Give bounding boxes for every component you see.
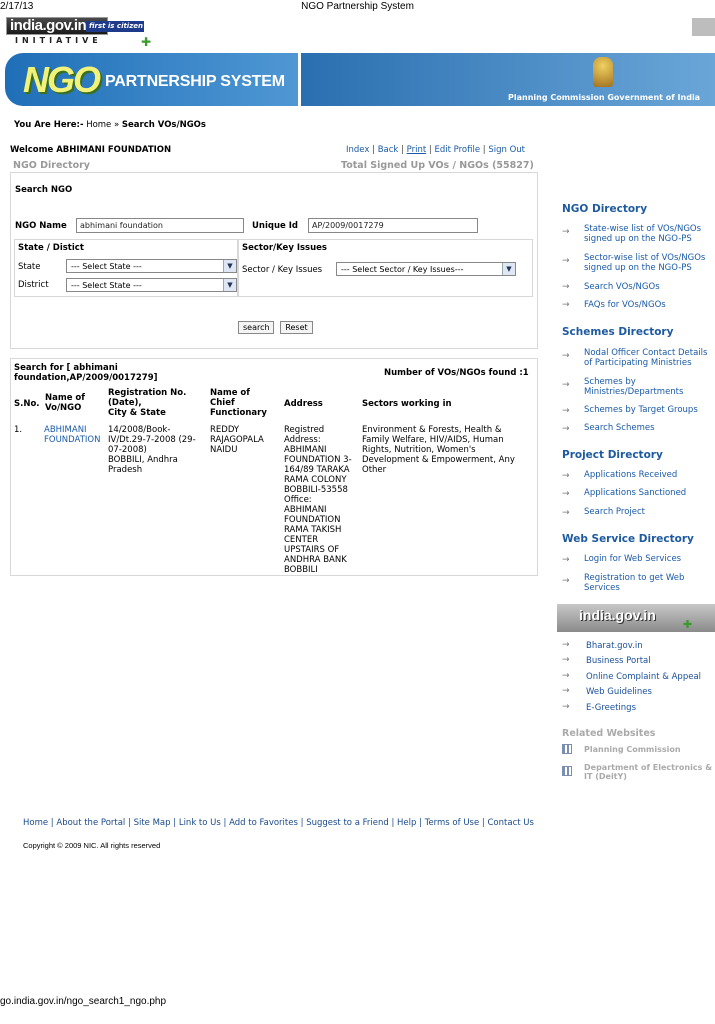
arrow-icon: →	[562, 471, 570, 481]
search-button[interactable]: search	[238, 321, 274, 334]
cell-sno: 1.	[14, 425, 23, 435]
arrow-icon: →	[562, 555, 570, 565]
district-select-value: --- Select State ---	[71, 281, 142, 290]
results-count: Number of VOs/NGOs found :1	[384, 368, 529, 378]
sidebar-heading-project: Project Directory	[562, 449, 663, 461]
sidebar-item-registration-web[interactable]: Registration to get Web Services	[584, 573, 685, 593]
arrow-icon: →	[562, 655, 570, 665]
chevron-down-icon: ▼	[223, 260, 236, 272]
signed-up-count: Total Signed Up VOs / NGOs (55827)	[341, 160, 534, 171]
print-date: 2/17/13	[0, 1, 34, 12]
arrow-icon: →	[562, 282, 570, 292]
arrow-icon: →	[562, 640, 570, 650]
site-banner	[5, 53, 715, 106]
banner-ngo: NGO	[23, 59, 100, 100]
state-label: State	[18, 262, 41, 272]
window-title: NGO Partnership System	[301, 1, 414, 12]
sidebar-item-nodal-officer[interactable]: Nodal Officer Contact Details of Participating Ministries	[584, 348, 708, 368]
arrow-icon: →	[562, 227, 570, 237]
search-for-line1: Search for [ abhimani	[14, 363, 118, 373]
arrow-icon: →	[562, 508, 570, 518]
nav-back[interactable]: Back	[377, 145, 399, 155]
footer-help[interactable]: Help	[397, 818, 417, 828]
col-header-sectors: Sectors working in	[362, 399, 452, 409]
arrow-icon: →	[562, 300, 570, 310]
breadcrumb-home[interactable]: Home	[86, 120, 112, 130]
footer-home[interactable]: Home	[23, 818, 49, 828]
arrow-icon: →	[562, 256, 570, 266]
arrow-icon: →	[562, 671, 570, 681]
arrow-icon: →	[562, 686, 570, 696]
reset-button[interactable]: Reset	[280, 321, 313, 334]
logo-tagline: first is citizen	[86, 21, 144, 32]
banner-title: PARTNERSHIP SYSTEM	[105, 73, 285, 90]
sidebar-item-applications-sanctioned[interactable]: Applications Sanctioned	[584, 488, 687, 498]
cell-address: Registred Address: ABHIMANI FOUNDATION 3- 164/89 TARAKA RAMA COLONY BOBBILI-53558 Office: ABHIMANI FOUNDATION RAMA TAKISH CENTER UPSTAIRS OF ANDHRA BANK BOBBILI	[284, 425, 352, 575]
portal-logo[interactable]	[557, 604, 715, 632]
header-decoration	[692, 18, 715, 36]
search-heading: Search NGO	[15, 185, 73, 195]
nav-index[interactable]: Index	[346, 145, 370, 155]
footer-sitemap[interactable]: Site Map	[133, 818, 171, 828]
sidebar-heading-ngo: NGO Directory	[562, 203, 648, 215]
col-header-address: Address	[284, 399, 323, 409]
footer-suggest[interactable]: Suggest to a Friend	[306, 818, 389, 828]
arrow-icon: →	[562, 489, 570, 499]
sidebar-item-statewise[interactable]: State-wise list of VOs/NGOs signed up on the NGO-PS	[584, 224, 702, 244]
logo-word: india.gov.in	[10, 17, 87, 34]
page-title: NGO Directory	[13, 160, 90, 171]
nav-edit-profile[interactable]: Edit Profile	[434, 145, 481, 155]
footer-favorites[interactable]: Add to Favorites	[229, 818, 298, 828]
state-district-box	[14, 239, 238, 297]
sidebar-item-search-project[interactable]: Search Project	[584, 507, 645, 517]
page-url: go.india.gov.in/ngo_search1_ngo.php	[0, 996, 167, 1007]
nav-print[interactable]: Print	[406, 145, 427, 155]
plus-icon: ✚	[683, 618, 693, 631]
footer-about[interactable]: About the Portal	[56, 818, 126, 828]
sector-box	[238, 239, 533, 297]
sidebar-heading-schemes: Schemes Directory	[562, 326, 674, 338]
sector-select[interactable]	[336, 262, 516, 276]
breadcrumb	[14, 120, 206, 130]
arrow-icon: →	[562, 424, 570, 434]
website-icon	[562, 766, 572, 776]
state-select[interactable]	[66, 259, 237, 273]
search-for-line2: foundation,AP/2009/0017279]	[14, 373, 158, 383]
district-label: District	[18, 280, 49, 290]
related-deity[interactable]: Department of Electronics & IT (DeitY)	[584, 763, 713, 781]
search-panel	[10, 172, 538, 349]
nav-sign-out[interactable]: Sign Out	[488, 145, 525, 155]
arrow-icon: →	[562, 351, 570, 361]
ngo-link[interactable]: ABHIMANI FOUNDATION	[44, 425, 101, 445]
col-header-chief: Name of Chief Functionary	[210, 388, 267, 418]
link-e-greetings[interactable]: E-Greetings	[586, 703, 637, 713]
sidebar-heading-web-service: Web Service Directory	[562, 533, 694, 545]
sector-heading: Sector/Key Issues	[242, 243, 327, 253]
related-planning-commission[interactable]: Planning Commission	[584, 745, 681, 754]
welcome-text: Welcome ABHIMANI FOUNDATION	[10, 145, 172, 155]
ngo-name-label: NGO Name	[15, 221, 67, 231]
chevron-down-icon: ▼	[223, 279, 236, 291]
arrow-icon: →	[562, 380, 570, 390]
link-business-portal[interactable]: Business Portal	[586, 656, 651, 666]
top-nav: Index | Back | Print | Edit Profile | Sign Out	[346, 145, 525, 155]
sidebar-item-target-groups[interactable]: Schemes by Target Groups	[584, 405, 698, 415]
sidebar-item-faqs[interactable]: FAQs for VOs/NGOs	[584, 300, 666, 310]
sidebar-item-search-vos[interactable]: Search VOs/NGOs	[584, 282, 660, 292]
cell-registration: 14/2008/Book- IV/Dt.29-7-2008 (29- 07-2008) BOBBILI, Andhra Pradesh	[108, 425, 196, 475]
breadcrumb-current: Search VOs/NGOs	[121, 120, 206, 130]
arrow-icon: →	[562, 406, 570, 416]
state-select-value: --- Select State ---	[71, 262, 142, 271]
sector-label: Sector / Key Issues	[242, 265, 323, 275]
footer-links: Home | About the Portal | Site Map | Link to Us | Add to Favorites | Suggest to a Friend | Help | Terms of Use | Contact Us	[23, 818, 534, 828]
website-icon	[562, 744, 572, 754]
col-header-name: Name of Vo/NGO	[45, 393, 85, 413]
footer-contact[interactable]: Contact Us	[487, 818, 534, 828]
related-websites-heading: Related Websites	[562, 728, 656, 739]
arrow-icon: →	[562, 702, 570, 712]
logo-initiative: INITIATIVE	[15, 36, 102, 45]
footer-link-to-us[interactable]: Link to Us	[178, 818, 221, 828]
india-gov-logo[interactable]	[6, 17, 161, 47]
banner-caption: Planning Commission Government of India	[508, 93, 701, 102]
unique-id-input[interactable]: AP/2009/0017279	[308, 218, 478, 233]
results-panel	[10, 358, 538, 576]
unique-id-label: Unique Id	[252, 221, 298, 231]
state-district-heading: State / Distict	[18, 243, 84, 253]
sector-select-value: --- Select Sector / Key Issues---	[341, 265, 464, 274]
breadcrumb-separator: »	[114, 120, 120, 130]
col-header-sno: S.No.	[14, 399, 40, 409]
copyright: Copyright © 2009 NIC. All rights reserved	[23, 841, 161, 850]
arrow-icon: →	[562, 576, 570, 586]
sidebar-item-applications-received[interactable]: Applications Received	[584, 470, 678, 480]
col-header-reg: Registration No. (Date), City & State	[108, 388, 187, 418]
breadcrumb-prefix: You Are Here:-	[14, 120, 84, 130]
sidebar-item-login-web-services[interactable]: Login for Web Services	[584, 554, 682, 564]
sidebar-item-sectorwise[interactable]: Sector-wise list of VOs/NGOs signed up on the NGO-PS	[584, 253, 706, 273]
link-online-complaint[interactable]: Online Complaint & Appeal	[586, 672, 702, 682]
link-web-guidelines[interactable]: Web Guidelines	[586, 687, 652, 697]
link-bharat[interactable]: Bharat.gov.in	[586, 641, 643, 651]
chevron-down-icon: ▼	[502, 263, 515, 275]
arrow-icon: ✚	[141, 35, 152, 49]
emblem-icon	[593, 57, 613, 87]
cell-chief: REDDY RAJAGOPALA NAIDU	[210, 425, 264, 455]
ngo-name-input[interactable]: abhimani foundation	[76, 218, 244, 233]
footer-terms[interactable]: Terms of Use	[424, 818, 480, 828]
district-select[interactable]	[66, 278, 237, 292]
sidebar-item-schemes-ministries[interactable]: Schemes by Ministries/Departments	[584, 377, 684, 397]
cell-sectors: Environment & Forests, Health & Family Welfare, HIV/AIDS, Human Rights, Nutrition, Women's Development & Empowerment, Any Other	[362, 425, 515, 475]
sidebar-item-search-schemes[interactable]: Search Schemes	[584, 423, 655, 433]
portal-logo-word: india.gov.in	[579, 607, 656, 623]
